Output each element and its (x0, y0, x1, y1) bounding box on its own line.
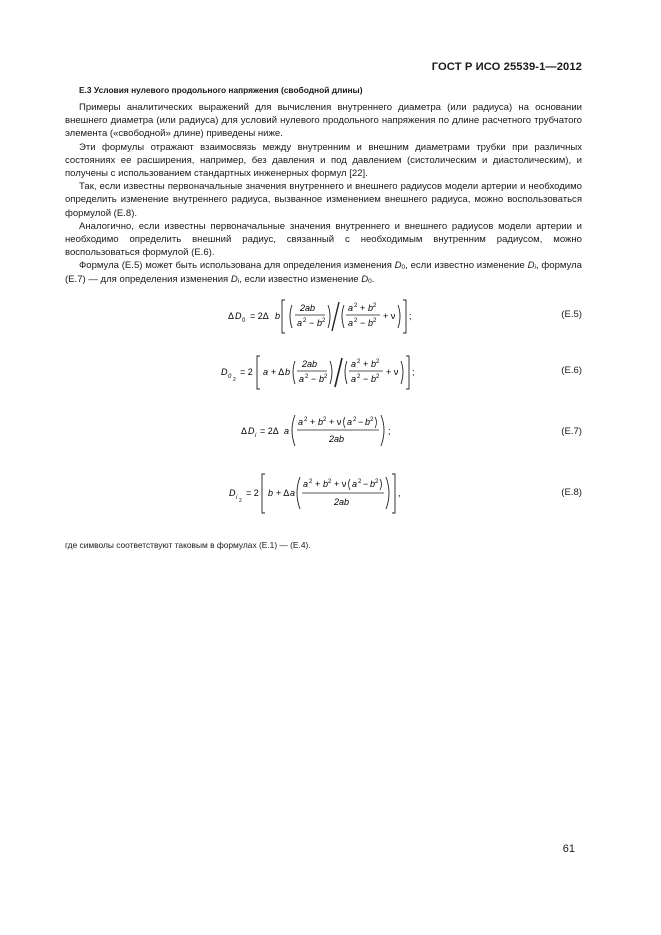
svg-text:a: a (299, 374, 305, 384)
svg-text:2: 2 (322, 318, 326, 324)
svg-text:2ab: 2ab (329, 434, 345, 444)
svg-text:2: 2 (373, 318, 377, 324)
svg-text:2: 2 (376, 374, 380, 380)
svg-text:a: a (351, 359, 357, 369)
formula-e6 (218, 353, 418, 393)
svg-text:2: 2 (354, 318, 358, 324)
svg-text:+ ν: + ν (334, 479, 347, 489)
equation-number-e6: (Е.6) (561, 365, 582, 376)
svg-text:2: 2 (357, 359, 361, 365)
svg-text:a: a (351, 374, 357, 384)
svg-text:i: i (236, 495, 238, 501)
paragraph-2: Эти формулы отражают взаимосвязь между внутренним и внешним диаметрами трубки при различных состояниях ее расширения, например, без давления и под давлением (систолическим и диастолическим), и получены с использованием стандартных инженерных формул [22]. (65, 141, 582, 180)
formula-e8 (226, 471, 411, 517)
svg-text:a: a (303, 479, 309, 489)
svg-text:2: 2 (309, 479, 313, 485)
svg-text:2: 2 (304, 417, 308, 423)
svg-text:a: a (348, 303, 354, 313)
paragraph-4: Аналогично, если известны первоначальные значения внутреннего и внешнего радиусов модели артерии и необходимо определить внешний радиус, связанный с необходимым внутренним радиусом, можно воспользоваться формулой (Е.6). (65, 220, 582, 259)
page-number: 61 (562, 843, 575, 855)
svg-text:−: − (311, 374, 317, 384)
svg-text:b: b (368, 303, 374, 313)
svg-text:b: b (268, 488, 274, 498)
svg-text:a: a (284, 426, 290, 436)
svg-text:;: ; (388, 426, 391, 436)
svg-text:2: 2 (323, 417, 327, 423)
formula-e7 (238, 410, 398, 452)
svg-text:D: D (221, 367, 228, 377)
svg-text:2: 2 (305, 374, 309, 380)
paragraph-5: Формула (Е.5) может быть использована для определения изменения $D_0$, если известно изменение $D_i$, формула (Е.7) — для определения изменения $D_i$, если известно изменение $D_0$. (65, 260, 582, 285)
svg-text:+: + (310, 417, 316, 427)
svg-text:+ ν: + ν (386, 367, 399, 377)
svg-text:a: a (263, 367, 269, 377)
svg-text:a: a (298, 417, 304, 427)
svg-text:2ab: 2ab (300, 303, 316, 313)
svg-text:= 2: = 2 (240, 367, 253, 377)
svg-text:−: − (309, 318, 315, 328)
svg-text:b: b (370, 479, 376, 489)
svg-text:+ ν: + ν (329, 417, 342, 427)
svg-text:+: + (363, 359, 369, 369)
svg-text:b: b (371, 359, 377, 369)
svg-text:0: 0 (228, 374, 232, 380)
svg-text:D: D (248, 426, 255, 436)
svg-text:= 2: = 2 (246, 488, 259, 498)
svg-text:b: b (371, 374, 377, 384)
svg-text:i: i (255, 433, 257, 439)
svg-text:= 2Δ: = 2Δ (260, 426, 279, 436)
svg-text:+ Δ: + Δ (271, 367, 285, 377)
svg-text:2: 2 (324, 374, 328, 380)
svg-text:a: a (347, 417, 353, 427)
formula-e5 (225, 297, 415, 337)
equation-number-e5: (Е.5) (561, 309, 582, 320)
svg-text:b: b (275, 311, 281, 321)
paragraph-3: Так, если известны первоначальные значения внутреннего и внешнего радиусов модели артерии и необходимо определить изменение внутреннего радиуса, вызванное изменением внешнего радиуса, можно воспользоваться формулой (Е.8). (65, 181, 582, 219)
svg-text:2: 2 (328, 479, 332, 485)
svg-text:a: a (297, 318, 303, 328)
svg-text:2: 2 (353, 417, 357, 423)
svg-text:D: D (229, 488, 236, 498)
svg-text:b: b (323, 479, 329, 489)
svg-text:−: − (363, 374, 369, 384)
symbols-note: где символы соответствуют таковым в формулах (Е.1) — (Е.4). (65, 540, 311, 550)
svg-text:;: ; (412, 367, 415, 377)
svg-text:+ Δ: + Δ (276, 488, 290, 498)
svg-text:a: a (290, 488, 296, 498)
svg-text:0: 0 (242, 318, 246, 324)
svg-text:Δ: Δ (241, 426, 248, 436)
svg-text:b: b (317, 318, 323, 328)
svg-text:a: a (352, 479, 358, 489)
svg-text:Δ: Δ (228, 311, 235, 321)
svg-text:= 2Δ: = 2Δ (250, 311, 269, 321)
svg-text:2ab: 2ab (334, 497, 350, 507)
svg-text:−: − (358, 417, 364, 427)
svg-text:+: + (315, 479, 321, 489)
svg-text:b: b (319, 374, 325, 384)
svg-text:−: − (360, 318, 366, 328)
svg-text:2ab: 2ab (302, 359, 318, 369)
section-title: Е.3 Условия нулевого продольного напряжения (свободной длины) (79, 85, 363, 95)
body-text (65, 101, 582, 286)
svg-text:+ ν: + ν (383, 311, 396, 321)
svg-text:2: 2 (233, 377, 236, 383)
svg-text:D: D (235, 311, 242, 321)
svg-text:;: ; (409, 311, 412, 321)
svg-text:2: 2 (358, 479, 362, 485)
svg-text:2: 2 (357, 374, 361, 380)
svg-text:a: a (348, 318, 354, 328)
svg-text:2: 2 (376, 359, 380, 365)
svg-text:b: b (285, 367, 291, 377)
svg-text:2: 2 (373, 303, 377, 309)
svg-text:2: 2 (239, 498, 242, 504)
document-header: ГОСТ Р ИСО 25539-1—2012 (431, 61, 582, 73)
svg-text:2: 2 (370, 417, 374, 423)
svg-text:b: b (318, 417, 324, 427)
equation-number-e8: (Е.8) (561, 487, 582, 498)
svg-text:,: , (398, 488, 401, 498)
svg-text:2: 2 (303, 318, 307, 324)
svg-text:b: b (365, 417, 371, 427)
svg-text:2: 2 (375, 479, 379, 485)
svg-text:+: + (360, 303, 366, 313)
svg-text:2: 2 (354, 303, 358, 309)
equation-number-e7: (Е.7) (561, 426, 582, 437)
svg-text:−: − (363, 479, 369, 489)
paragraph-1: Примеры аналитических выражений для вычисления внутреннего диаметра (или радиуса) на основании внешнего диаметра (или радиуса) для условий нулевого продольного напряжения по длине расчетного трубчатого элемента («свободной» длине) приведены ниже. (65, 102, 582, 140)
svg-text:b: b (368, 318, 374, 328)
